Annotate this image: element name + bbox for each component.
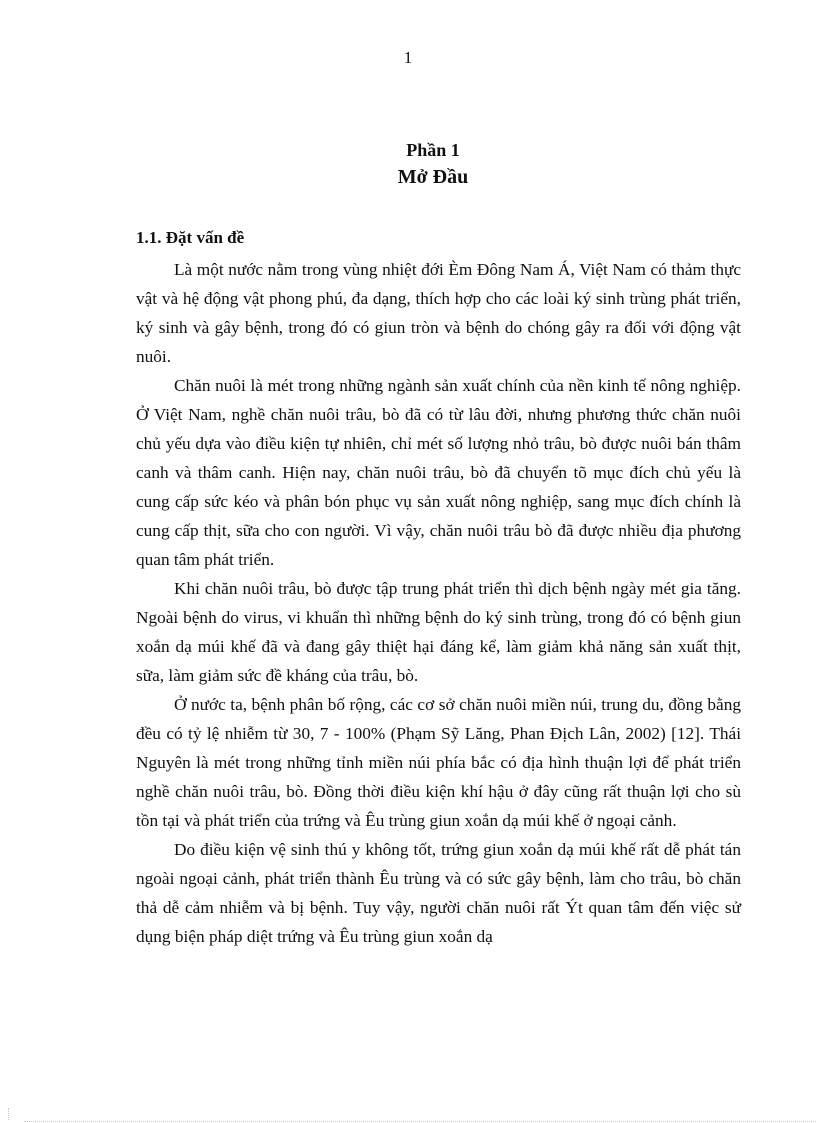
section-heading: 1.1. Đặt vấn đề: [136, 228, 245, 247]
page-bottom-border: [24, 1121, 816, 1122]
chapter-title: Mở Đầu: [397, 166, 469, 188]
body-text: [136, 255, 741, 951]
paragraph: Ở nước ta, bệnh phân bố rộng, các cơ sở chăn nuôi miền núi, trung du, đồng bằng đều có tỷ lệ nhiễm từ 30, 7 - 100% (Phạm Sỹ Lăng, Phan Địch Lân, 2002) [12]. Thái Nguyên là mét trong những tỉnh miền núi phía bắc có địa hình thuận lợi để phát triển nghề chăn nuôi trâu, bò. Đồng thời điều kiện khí hậu ở đây cũng rất thuận lợi cho sù tồn tại và phát triển của trứng và Êu trùng giun xoắn dạ múi khế ở ngoại cảnh.: [136, 695, 741, 830]
paragraph: Là một nước nằm trong vùng nhiệt đới Èm Đông Nam Á, Việt Nam có thảm thực vật và hệ động vật phong phú, đa dạng, thích hợp cho các loài ký sinh trùng phát triển, ký sinh và gây bệnh, trong đó có giun tròn và bệnh do chóng gây ra đối với động vật nuôi.: [136, 260, 741, 366]
paragraph: Khi chăn nuôi trâu, bò được tập trung phát triển thì dịch bệnh ngày mét gia tăng. Ngoài bệnh do virus, vi khuẩn thì những bệnh do ký sinh trùng, trong đó có bệnh giun xoắn dạ múi khế đã và đang gây thiệt hại đáng kể, làm giảm khả năng sản xuất thịt, sữa, làm giảm sức đề kháng của trâu, bò.: [136, 579, 741, 685]
part-label: Phần 1: [406, 140, 460, 160]
page-number: 1: [403, 48, 413, 67]
page-corner-marker: [8, 1108, 9, 1120]
paragraph: Do điều kiện vệ sinh thú y không tốt, trứng giun xoắn dạ múi khế rất dễ phát tán ngoài ngoại cảnh, phát triển thành Êu trùng và có sức gây bệnh, làm cho trâu, bò chăn thả dễ cảm nhiễm và bị bệnh. Tuy vậy, người chăn nuôi rất Ýt quan tâm đến việc sử dụng biện pháp diệt trứng và Êu trùng giun xoắn dạ: [136, 840, 741, 946]
paragraph: Chăn nuôi là mét trong những ngành sản xuất chính của nền kinh tế nông nghiệp. Ở Việt Nam, nghề chăn nuôi trâu, bò đã có từ lâu đời, nhưng phương thức chăn nuôi chủ yếu dựa vào điều kiện tự nhiên, chỉ mét số lượng nhỏ trâu, bò được nuôi bán thâm canh và thâm canh. Hiện nay, chăn nuôi trâu, bò đã chuyển tõ mục đích chủ yếu là cung cấp sức kéo và phân bón phục vụ sản xuất nông nghiệp, sang mục đích chính là cung cấp thịt, sữa cho con người. Vì vậy, chăn nuôi trâu bò đã được nhiều địa phương quan tâm phát triển.: [136, 376, 741, 569]
